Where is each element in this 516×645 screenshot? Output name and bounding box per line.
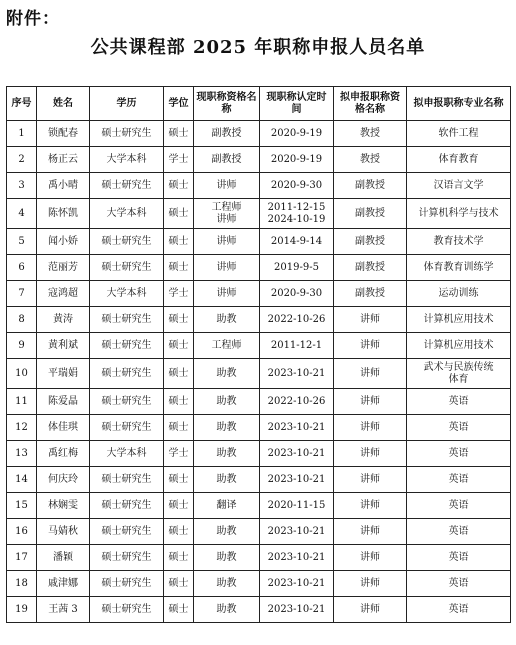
cell-row-number: 15 (7, 493, 37, 519)
cell-education: 硕士研究生 (90, 121, 164, 147)
table-row (7, 519, 511, 545)
table-row (7, 493, 511, 519)
table-row (7, 199, 511, 229)
cell-certified-date: 2023-10-21 (260, 597, 334, 623)
cell-degree: 硕士 (164, 121, 194, 147)
cell-education: 硕士研究生 (90, 255, 164, 281)
cell-target-title: 讲师 (334, 359, 407, 389)
cell-education: 硕士研究生 (90, 307, 164, 333)
cell-education: 硕士研究生 (90, 173, 164, 199)
cell-certified-date: 2020-9-19 (260, 147, 334, 173)
cell-certified-date: 2020-9-30 (260, 173, 334, 199)
cell-degree: 硕士 (164, 173, 194, 199)
cell-target-title: 副教授 (334, 255, 407, 281)
cell-row-number: 1 (7, 121, 37, 147)
attachment-label: 附件： (6, 9, 60, 29)
cell-person-name: 黄涛 (37, 307, 90, 333)
cell-current-title: 副教授 (194, 147, 260, 173)
cell-current-title: 助教 (194, 571, 260, 597)
cell-certified-date: 2023-10-21 (260, 519, 334, 545)
col-header-education: 学历 (90, 87, 164, 121)
cell-education: 大学本科 (90, 147, 164, 173)
cell-current-title: 讲师 (194, 173, 260, 199)
cell-degree: 硕士 (164, 389, 194, 415)
table-row (7, 389, 511, 415)
cell-row-number: 16 (7, 519, 37, 545)
cell-person-name: 寇鸿超 (37, 281, 90, 307)
cell-row-number: 4 (7, 199, 37, 229)
cell-degree: 硕士 (164, 359, 194, 389)
cell-degree: 硕士 (164, 229, 194, 255)
cell-current-title: 讲师 (194, 229, 260, 255)
cell-current-title: 助教 (194, 519, 260, 545)
cell-target-title: 讲师 (334, 571, 407, 597)
cell-person-name: 潘颖 (37, 545, 90, 571)
cell-certified-date: 2020-11-15 (260, 493, 334, 519)
table-row (7, 121, 511, 147)
table-row (7, 147, 511, 173)
cell-person-name: 体佳琪 (37, 415, 90, 441)
col-header-name: 姓名 (37, 87, 90, 121)
cell-certified-date: 2023-10-21 (260, 571, 334, 597)
cell-target-major: 英语 (407, 441, 511, 467)
cell-person-name: 戚津娜 (37, 571, 90, 597)
cell-education: 硕士研究生 (90, 493, 164, 519)
col-header-certified-date: 现职称认定时间 (260, 87, 334, 121)
cell-education: 大学本科 (90, 441, 164, 467)
cell-target-title: 讲师 (334, 415, 407, 441)
cell-target-major: 英语 (407, 415, 511, 441)
cell-target-title: 讲师 (334, 307, 407, 333)
cell-row-number: 17 (7, 545, 37, 571)
cell-target-title: 讲师 (334, 597, 407, 623)
cell-target-major: 武术与民族传统 体育 (407, 359, 511, 389)
cell-target-major: 体育教育训练学 (407, 255, 511, 281)
cell-degree: 硕士 (164, 415, 194, 441)
cell-education: 硕士研究生 (90, 597, 164, 623)
cell-certified-date: 2020-9-30 (260, 281, 334, 307)
cell-certified-date: 2023-10-21 (260, 467, 334, 493)
cell-current-title: 工程师 讲师 (194, 199, 260, 229)
cell-degree: 硕士 (164, 493, 194, 519)
cell-person-name: 锁配春 (37, 121, 90, 147)
cell-person-name: 何庆玲 (37, 467, 90, 493)
applicant-table (6, 86, 511, 623)
cell-target-major: 英语 (407, 597, 511, 623)
cell-target-title: 讲师 (334, 545, 407, 571)
cell-target-major: 英语 (407, 519, 511, 545)
cell-degree: 硕士 (164, 571, 194, 597)
col-header-target-major: 拟申报职称专业名称 (407, 87, 511, 121)
cell-row-number: 7 (7, 281, 37, 307)
table-row (7, 545, 511, 571)
cell-person-name: 范丽芳 (37, 255, 90, 281)
cell-education: 硕士研究生 (90, 333, 164, 359)
cell-education: 硕士研究生 (90, 545, 164, 571)
cell-degree: 学士 (164, 441, 194, 467)
cell-degree: 硕士 (164, 519, 194, 545)
cell-target-title: 讲师 (334, 441, 407, 467)
document-title: 公共课程部 2025 年职称申报人员名单 (90, 37, 426, 58)
cell-certified-date: 2023-10-21 (260, 415, 334, 441)
cell-person-name: 马婧秋 (37, 519, 90, 545)
table-row (7, 571, 511, 597)
cell-target-major: 教育技术学 (407, 229, 511, 255)
table-row (7, 597, 511, 623)
cell-row-number: 14 (7, 467, 37, 493)
cell-target-major: 体育教育 (407, 147, 511, 173)
cell-current-title: 助教 (194, 467, 260, 493)
cell-education: 硕士研究生 (90, 519, 164, 545)
cell-target-title: 副教授 (334, 173, 407, 199)
cell-row-number: 8 (7, 307, 37, 333)
cell-current-title: 助教 (194, 307, 260, 333)
cell-certified-date: 2014-9-14 (260, 229, 334, 255)
cell-row-number: 3 (7, 173, 37, 199)
cell-target-title: 讲师 (334, 333, 407, 359)
table-row (7, 467, 511, 493)
cell-person-name: 陈怀凯 (37, 199, 90, 229)
table-row (7, 307, 511, 333)
cell-row-number: 12 (7, 415, 37, 441)
cell-target-title: 讲师 (334, 389, 407, 415)
cell-person-name: 闻小娇 (37, 229, 90, 255)
cell-current-title: 助教 (194, 359, 260, 389)
cell-target-major: 英语 (407, 389, 511, 415)
cell-row-number: 2 (7, 147, 37, 173)
col-header-target-title: 拟申报职称资格名称 (334, 87, 407, 121)
col-header-degree: 学位 (164, 87, 194, 121)
cell-target-title: 副教授 (334, 229, 407, 255)
cell-target-major: 英语 (407, 571, 511, 597)
cell-row-number: 5 (7, 229, 37, 255)
cell-target-title: 教授 (334, 147, 407, 173)
cell-target-title: 讲师 (334, 519, 407, 545)
cell-current-title: 助教 (194, 441, 260, 467)
cell-certified-date: 2023-10-21 (260, 545, 334, 571)
cell-degree: 硕士 (164, 255, 194, 281)
cell-certified-date: 2022-10-26 (260, 389, 334, 415)
cell-target-major: 计算机应用技术 (407, 333, 511, 359)
cell-target-major: 软件工程 (407, 121, 511, 147)
cell-degree: 硕士 (164, 545, 194, 571)
cell-row-number: 10 (7, 359, 37, 389)
cell-row-number: 9 (7, 333, 37, 359)
cell-row-number: 18 (7, 571, 37, 597)
cell-degree: 硕士 (164, 597, 194, 623)
cell-target-title: 副教授 (334, 199, 407, 229)
cell-person-name: 林娴雯 (37, 493, 90, 519)
cell-degree: 学士 (164, 147, 194, 173)
cell-current-title: 翻译 (194, 493, 260, 519)
cell-person-name: 禹小晴 (37, 173, 90, 199)
cell-degree: 硕士 (164, 333, 194, 359)
cell-current-title: 助教 (194, 389, 260, 415)
table-row (7, 229, 511, 255)
table-row (7, 281, 511, 307)
cell-target-major: 英语 (407, 493, 511, 519)
cell-degree: 硕士 (164, 467, 194, 493)
cell-person-name: 王茜 3 (37, 597, 90, 623)
col-header-current-title: 现职称资格名称 (194, 87, 260, 121)
cell-education: 硕士研究生 (90, 571, 164, 597)
cell-current-title: 助教 (194, 415, 260, 441)
cell-current-title: 讲师 (194, 281, 260, 307)
cell-current-title: 讲师 (194, 255, 260, 281)
table-row (7, 333, 511, 359)
cell-certified-date: 2011-12-1 (260, 333, 334, 359)
table-row (7, 359, 511, 389)
cell-certified-date: 2023-10-21 (260, 441, 334, 467)
cell-row-number: 6 (7, 255, 37, 281)
cell-current-title: 助教 (194, 597, 260, 623)
cell-certified-date: 2023-10-21 (260, 359, 334, 389)
col-header-no: 序号 (7, 87, 37, 121)
table-row (7, 255, 511, 281)
cell-target-major: 运动训练 (407, 281, 511, 307)
cell-target-major: 汉语言文学 (407, 173, 511, 199)
table-header-row (7, 87, 511, 121)
cell-education: 硕士研究生 (90, 359, 164, 389)
cell-target-title: 讲师 (334, 467, 407, 493)
cell-current-title: 助教 (194, 545, 260, 571)
table-row (7, 173, 511, 199)
cell-education: 硕士研究生 (90, 229, 164, 255)
cell-row-number: 13 (7, 441, 37, 467)
cell-target-title: 讲师 (334, 493, 407, 519)
cell-education: 硕士研究生 (90, 415, 164, 441)
cell-target-major: 计算机科学与技术 (407, 199, 511, 229)
cell-certified-date: 2011-12-15 2024-10-19 (260, 199, 334, 229)
table-row (7, 441, 511, 467)
cell-degree: 学士 (164, 281, 194, 307)
cell-education: 硕士研究生 (90, 467, 164, 493)
cell-person-name: 杨正云 (37, 147, 90, 173)
cell-education: 硕士研究生 (90, 389, 164, 415)
cell-certified-date: 2022-10-26 (260, 307, 334, 333)
cell-person-name: 禹红梅 (37, 441, 90, 467)
cell-target-major: 英语 (407, 467, 511, 493)
cell-current-title: 副教授 (194, 121, 260, 147)
cell-row-number: 11 (7, 389, 37, 415)
cell-row-number: 19 (7, 597, 37, 623)
cell-certified-date: 2019-9-5 (260, 255, 334, 281)
cell-person-name: 陈爱晶 (37, 389, 90, 415)
cell-person-name: 黄利斌 (37, 333, 90, 359)
cell-degree: 硕士 (164, 199, 194, 229)
cell-education: 大学本科 (90, 199, 164, 229)
cell-education: 大学本科 (90, 281, 164, 307)
cell-degree: 硕士 (164, 307, 194, 333)
cell-target-major: 计算机应用技术 (407, 307, 511, 333)
cell-target-major: 英语 (407, 545, 511, 571)
cell-target-title: 教授 (334, 121, 407, 147)
cell-certified-date: 2020-9-19 (260, 121, 334, 147)
cell-current-title: 工程师 (194, 333, 260, 359)
table-row (7, 415, 511, 441)
cell-target-title: 副教授 (334, 281, 407, 307)
cell-person-name: 平瑞娟 (37, 359, 90, 389)
